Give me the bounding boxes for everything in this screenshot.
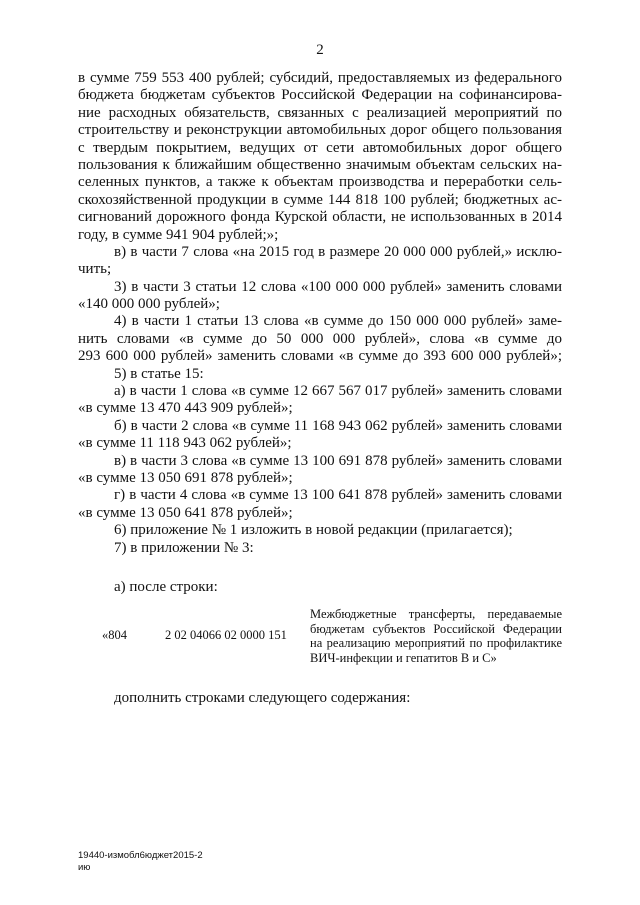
item-v-continuation: чить; [78, 261, 112, 278]
item-v: в) в части 7 слова «на 2015 год в размере 20 000 000 рублей,» исклю- [114, 243, 562, 260]
item-5b: б) в части 2 слова «в сумме 11 168 943 062 рублей» заменить словами [114, 417, 562, 434]
paragraph-1 [78, 70, 562, 244]
admin-code: «804 [102, 628, 127, 642]
item-7a: а) после строки: [114, 578, 218, 595]
text-line: в сумме 759 553 400 рублей; субсидий, предоставляемых из федерального [78, 70, 562, 86]
row-description [310, 607, 562, 665]
text-line: сигнований дорожного фонда Курской области, не использованных в 2014 [78, 209, 562, 226]
text-line: строительству и реконструкции автомобильных дорог общего пользования [78, 122, 562, 139]
text-line: году, в сумме 941 904 рублей;»; [78, 226, 279, 243]
text-line: бюджета бюджетам субъектов Российской Федерации на софинансирова- [78, 87, 562, 104]
text-line: с твердым покрытием, ведущих от сети автомобильных дорог общего [78, 139, 562, 156]
description-line: Межбюджетные трансферты, передаваемые [310, 607, 562, 621]
budget-classification-code: 2 02 04066 02 0000 151 [165, 628, 287, 642]
description-line: бюджетам субъектов Российской Федерации [310, 621, 562, 636]
item-4: 4) в части 1 статьи 13 слова «в сумме до 150 000 000 рублей» заме- [114, 313, 562, 330]
item-6: 6) приложение № 1 изложить в новой редакции (прилагается); [114, 522, 513, 539]
item-5a-continuation: «в сумме 13 470 443 909 рублей»; [78, 400, 293, 417]
supplement-text: дополнить строками следующего содержания: [114, 690, 411, 706]
item-5: 5) в статье 15: [114, 365, 204, 382]
description-line: ВИЧ-инфекции и гепатитов В и С» [310, 650, 497, 665]
item-5v: в) в части 3 слова «в сумме 13 100 691 878 рублей» заменить словами [114, 452, 562, 469]
item-7: 7) в приложении № 3: [114, 539, 254, 556]
item-5b-continuation: «в сумме 11 118 943 062 рублей»; [78, 435, 292, 452]
footer-line-1: 19440-измобл6юджет2015-2 [78, 850, 203, 861]
footer-line-2: ию [78, 862, 91, 873]
description-line: на реализацию мероприятий по профилактике [310, 636, 562, 651]
document-body [78, 70, 562, 596]
text-line: селенных пунктов, а также к объектам производства и переработки сель- [78, 174, 562, 191]
footer-note [78, 850, 203, 874]
item-5g-continuation: «в сумме 13 050 641 878 рублей»; [78, 504, 293, 521]
page-number: 2 [316, 42, 324, 58]
item-3-continuation: «140 000 000 рублей»; [78, 296, 220, 313]
item-5v-continuation: «в сумме 13 050 691 878 рублей»; [78, 469, 293, 486]
item-5g: г) в части 4 слова «в сумме 13 100 641 878 рублей» заменить словами [114, 487, 562, 504]
item-4-line-3: 293 600 000 рублей» заменить словами «в сумме до 393 600 000 рублей»; [78, 348, 562, 365]
item-3: 3) в части 3 статьи 12 слова «100 000 000 рублей» заменить словами [114, 278, 562, 295]
text-line: пользования к ближайшим общественно значимым объектам сельских на- [78, 156, 562, 173]
text-line: ние расходных обязательств, связанных с реализацией мероприятий по [78, 104, 562, 121]
item-4-line-2: нить словами «в сумме до 50 000 000 рублей», слова «в сумме до [78, 330, 562, 347]
text-line: скохозяйственной продукции в сумме 144 818 100 рублей; бюджетных ас- [78, 191, 562, 208]
item-5a: а) в части 1 слова «в сумме 12 667 567 017 рублей» заменить словами [114, 383, 562, 400]
